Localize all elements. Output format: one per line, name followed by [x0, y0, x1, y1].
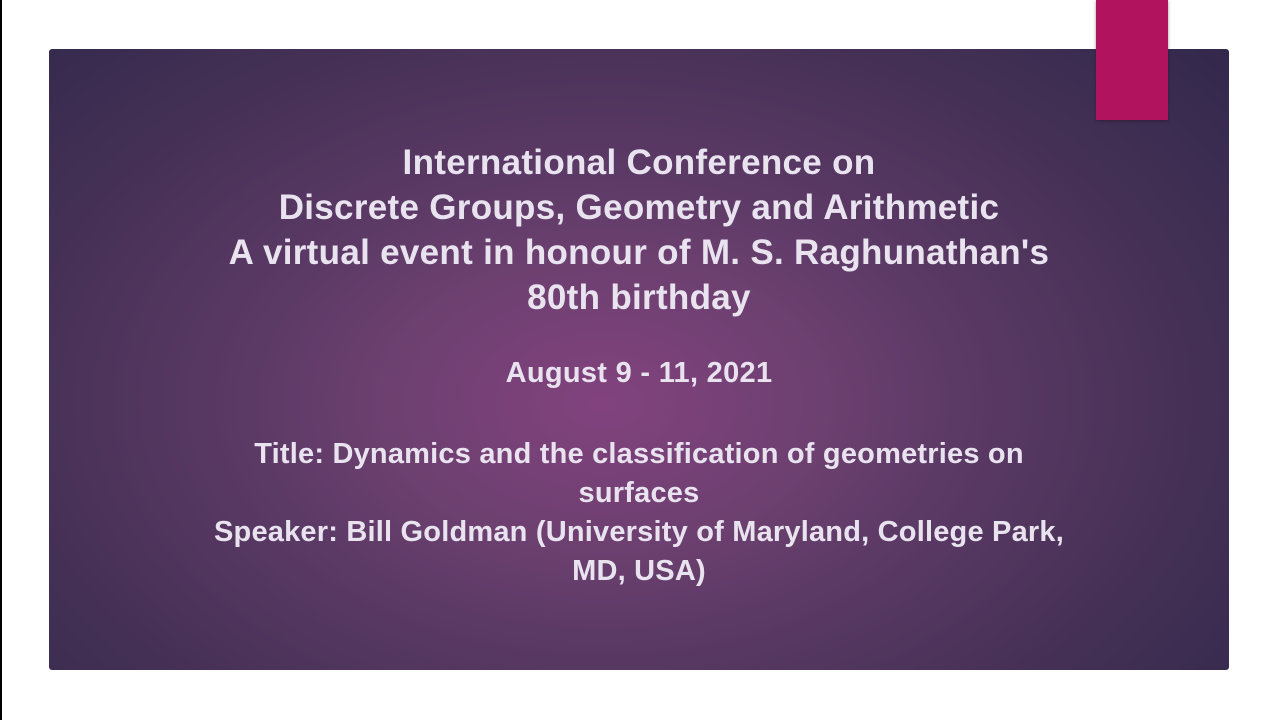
talk-speaker: Speaker: Bill Goldman (University of Maryland, College Park, MD, USA): [213, 516, 1064, 587]
conference-dates: August 9 - 11, 2021: [505, 357, 773, 389]
conference-title-line-2: Discrete Groups, Geometry and Arithmetic: [278, 188, 1000, 227]
accent-tab-decoration: [1096, 0, 1168, 120]
talk-title: Title: Dynamics and the classification of geometries on surfaces: [254, 438, 1024, 509]
conference-title-line-1: International Conference on: [402, 143, 876, 182]
conference-title: [49, 140, 1229, 320]
slide-text-block: [49, 140, 1229, 591]
conference-title-line-3: A virtual event in honour of M. S. Raghunathan's: [228, 233, 1050, 272]
talk-info: [194, 435, 1084, 591]
screen-left-edge-line: [0, 0, 2, 720]
conference-title-line-4: 80th birthday: [527, 278, 751, 317]
